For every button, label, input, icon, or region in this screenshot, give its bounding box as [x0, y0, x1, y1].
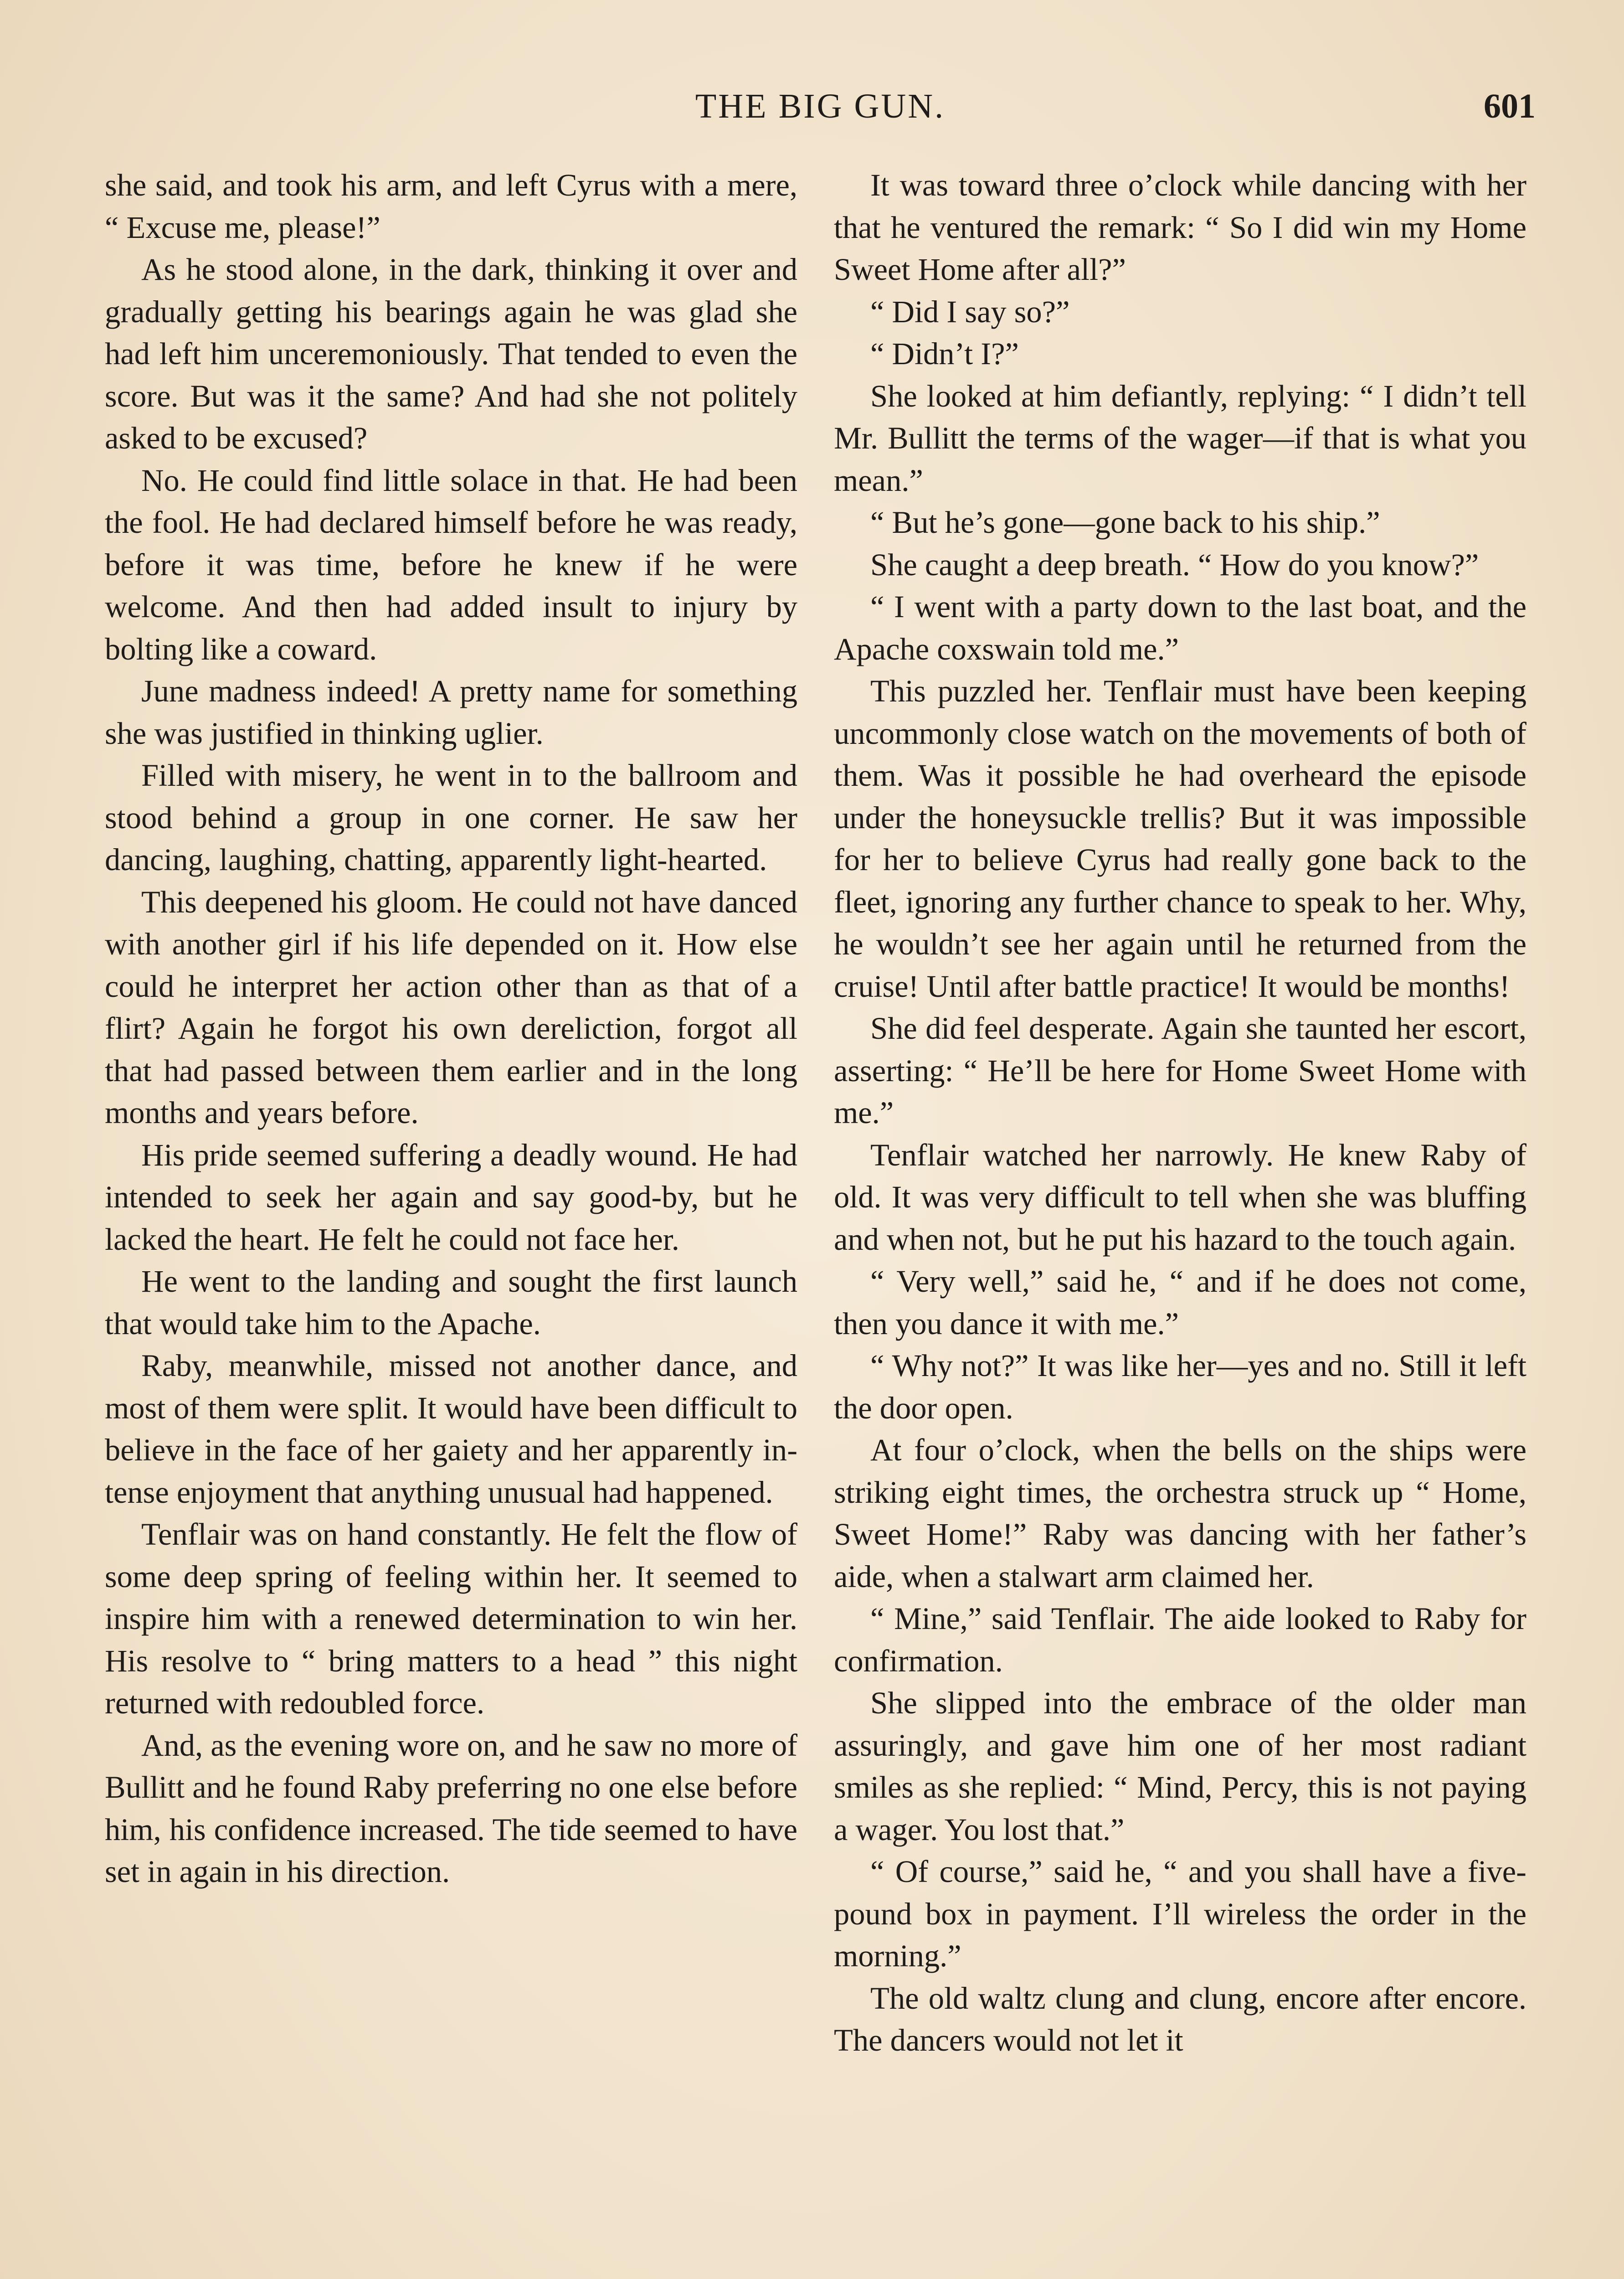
paragraph: She caught a deep breath. “ How do you know?”	[870, 547, 1479, 582]
running-title: THE BIG GUN.	[695, 87, 946, 125]
running-head	[105, 87, 1536, 141]
page-number: 601	[1484, 87, 1536, 125]
paragraph: She slipped into the embrace of the older man assuringly, and gave him one of her most radiant smiles as she replied: “ Mind, Percy, this is not paying a wager. You lost that.”	[834, 1686, 1526, 1847]
paragraph: June madness indeed! A pretty name for something she was justified in thinking uglier.	[105, 674, 797, 751]
right-column	[834, 164, 1526, 2279]
paragraph: Filled with misery, he went in to the ballroom and stood behind a group in one corner. He saw her dancing, laughing, chatting, apparently light-hearted.	[105, 758, 797, 877]
paragraph: “ I went with a party down to the last boat, and the Apache coxswain told me.”	[834, 589, 1526, 666]
paragraph: He went to the landing and sought the first launch that would take him to the Apache.	[105, 1264, 797, 1341]
paragraph: “ Very well,” said he, “ and if he does not come, then you dance it with me.”	[834, 1264, 1526, 1341]
paragraph: She did feel desperate. Again she taunted her escort, asserting: “ He’ll be here for Home Sweet Home with me.”	[834, 1011, 1526, 1130]
paragraph: “ Didn’t I?”	[870, 336, 1019, 371]
paragraph: Tenflair was on hand constantly. He felt the flow of some deep spring of feeling within her. It seemed to inspire him with a renewed determination to win her. His resolve to “ bring matters to a head ” this night returned with redoubled force.	[105, 1517, 797, 1720]
paragraph: His pride seemed suffering a deadly wound. He had intended to seek her again and say good-by, but he lacked the heart. He felt he could not face her.	[105, 1137, 797, 1257]
paragraph: “ Why not?” It was like her—yes and no. Still it left the door open.	[834, 1348, 1526, 1425]
paragraph: “ But he’s gone—gone back to his ship.”	[870, 505, 1380, 540]
paragraph: Raby, meanwhile, missed not another dance, and most of them were split. It would have been difficult to believe in the face of her gaiety and her apparently intense enjoyment that anything unusual had happened.	[105, 1348, 797, 1510]
paragraph: This deepened his gloom. He could not have danced with another girl if his life depended on it. How else could he interpret her action other than as that of a flirt? Again he forgot his own dereliction, forgot all that had passed between them earlier and in the long months and years before.	[105, 884, 797, 1130]
paragraph: It was toward three o’clock while dancing with her that he ventured the remark: “ So I did win my Home Sweet Home after all?”	[834, 168, 1526, 287]
paragraph: No. He could find little solace in that. He had been the fool. He had declared himself before he was ready, before it was time, before he knew if he were welcome. And then had added insult to injury by bolting like a coward.	[105, 463, 797, 666]
paragraph: “ Did I say so?”	[870, 294, 1070, 329]
paragraph: “ Of course,” said he, “ and you shall have a five-pound box in payment. I’ll wireless the order in the morning.”	[834, 1854, 1526, 1973]
paragraph: The old waltz clung and clung, encore after encore. The dancers would not let it	[834, 1980, 1526, 2057]
paragraph: At four o’clock, when the bells on the ships were striking eight times, the orchestra struck up “ Home, Sweet Home!” Raby was dancing with her father’s aide, when a stalwart arm claimed her.	[834, 1433, 1526, 1594]
paragraph: she said, and took his arm, and left Cyrus with a mere, “ Excuse me, please!”	[105, 168, 797, 245]
paragraph: As he stood alone, in the dark, thinking it over and gradually getting his bearings again he was glad she had left him unceremoniously. That tended to even the score. But was it the same? And had she not politely asked to be excused?	[105, 252, 797, 455]
paragraph: This puzzled her. Tenflair must have been keeping uncommonly close watch on the movements of both of them. Was it possible he had overheard the episode under the honeysuckle trellis? But it was impossible for her to believe Cyrus had really gone back to the fleet, ignoring any further chance to speak to her. Why, he wouldn’t see her again until he returned from the cruise! Until after battle practice! It would be months!	[834, 674, 1526, 1004]
paragraph: Tenflair watched her narrowly. He knew Raby of old. It was very difficult to tell when she was bluffing and when not, but he put his hazard to the touch again.	[834, 1137, 1526, 1257]
paragraph: She looked at him defiantly, replying: “ I didn’t tell Mr. Bullitt the terms of the wager—if that is what you mean.”	[834, 378, 1526, 498]
paragraph: “ Mine,” said Tenflair. The aide looked to Raby for confirmation.	[834, 1601, 1526, 1678]
left-column	[105, 164, 797, 2279]
paragraph: And, as the evening wore on, and he saw no more of Bullitt and he found Raby preferring no one else before him, his confidence increased. The tide seemed to have set in again in his direction.	[105, 1727, 797, 1889]
